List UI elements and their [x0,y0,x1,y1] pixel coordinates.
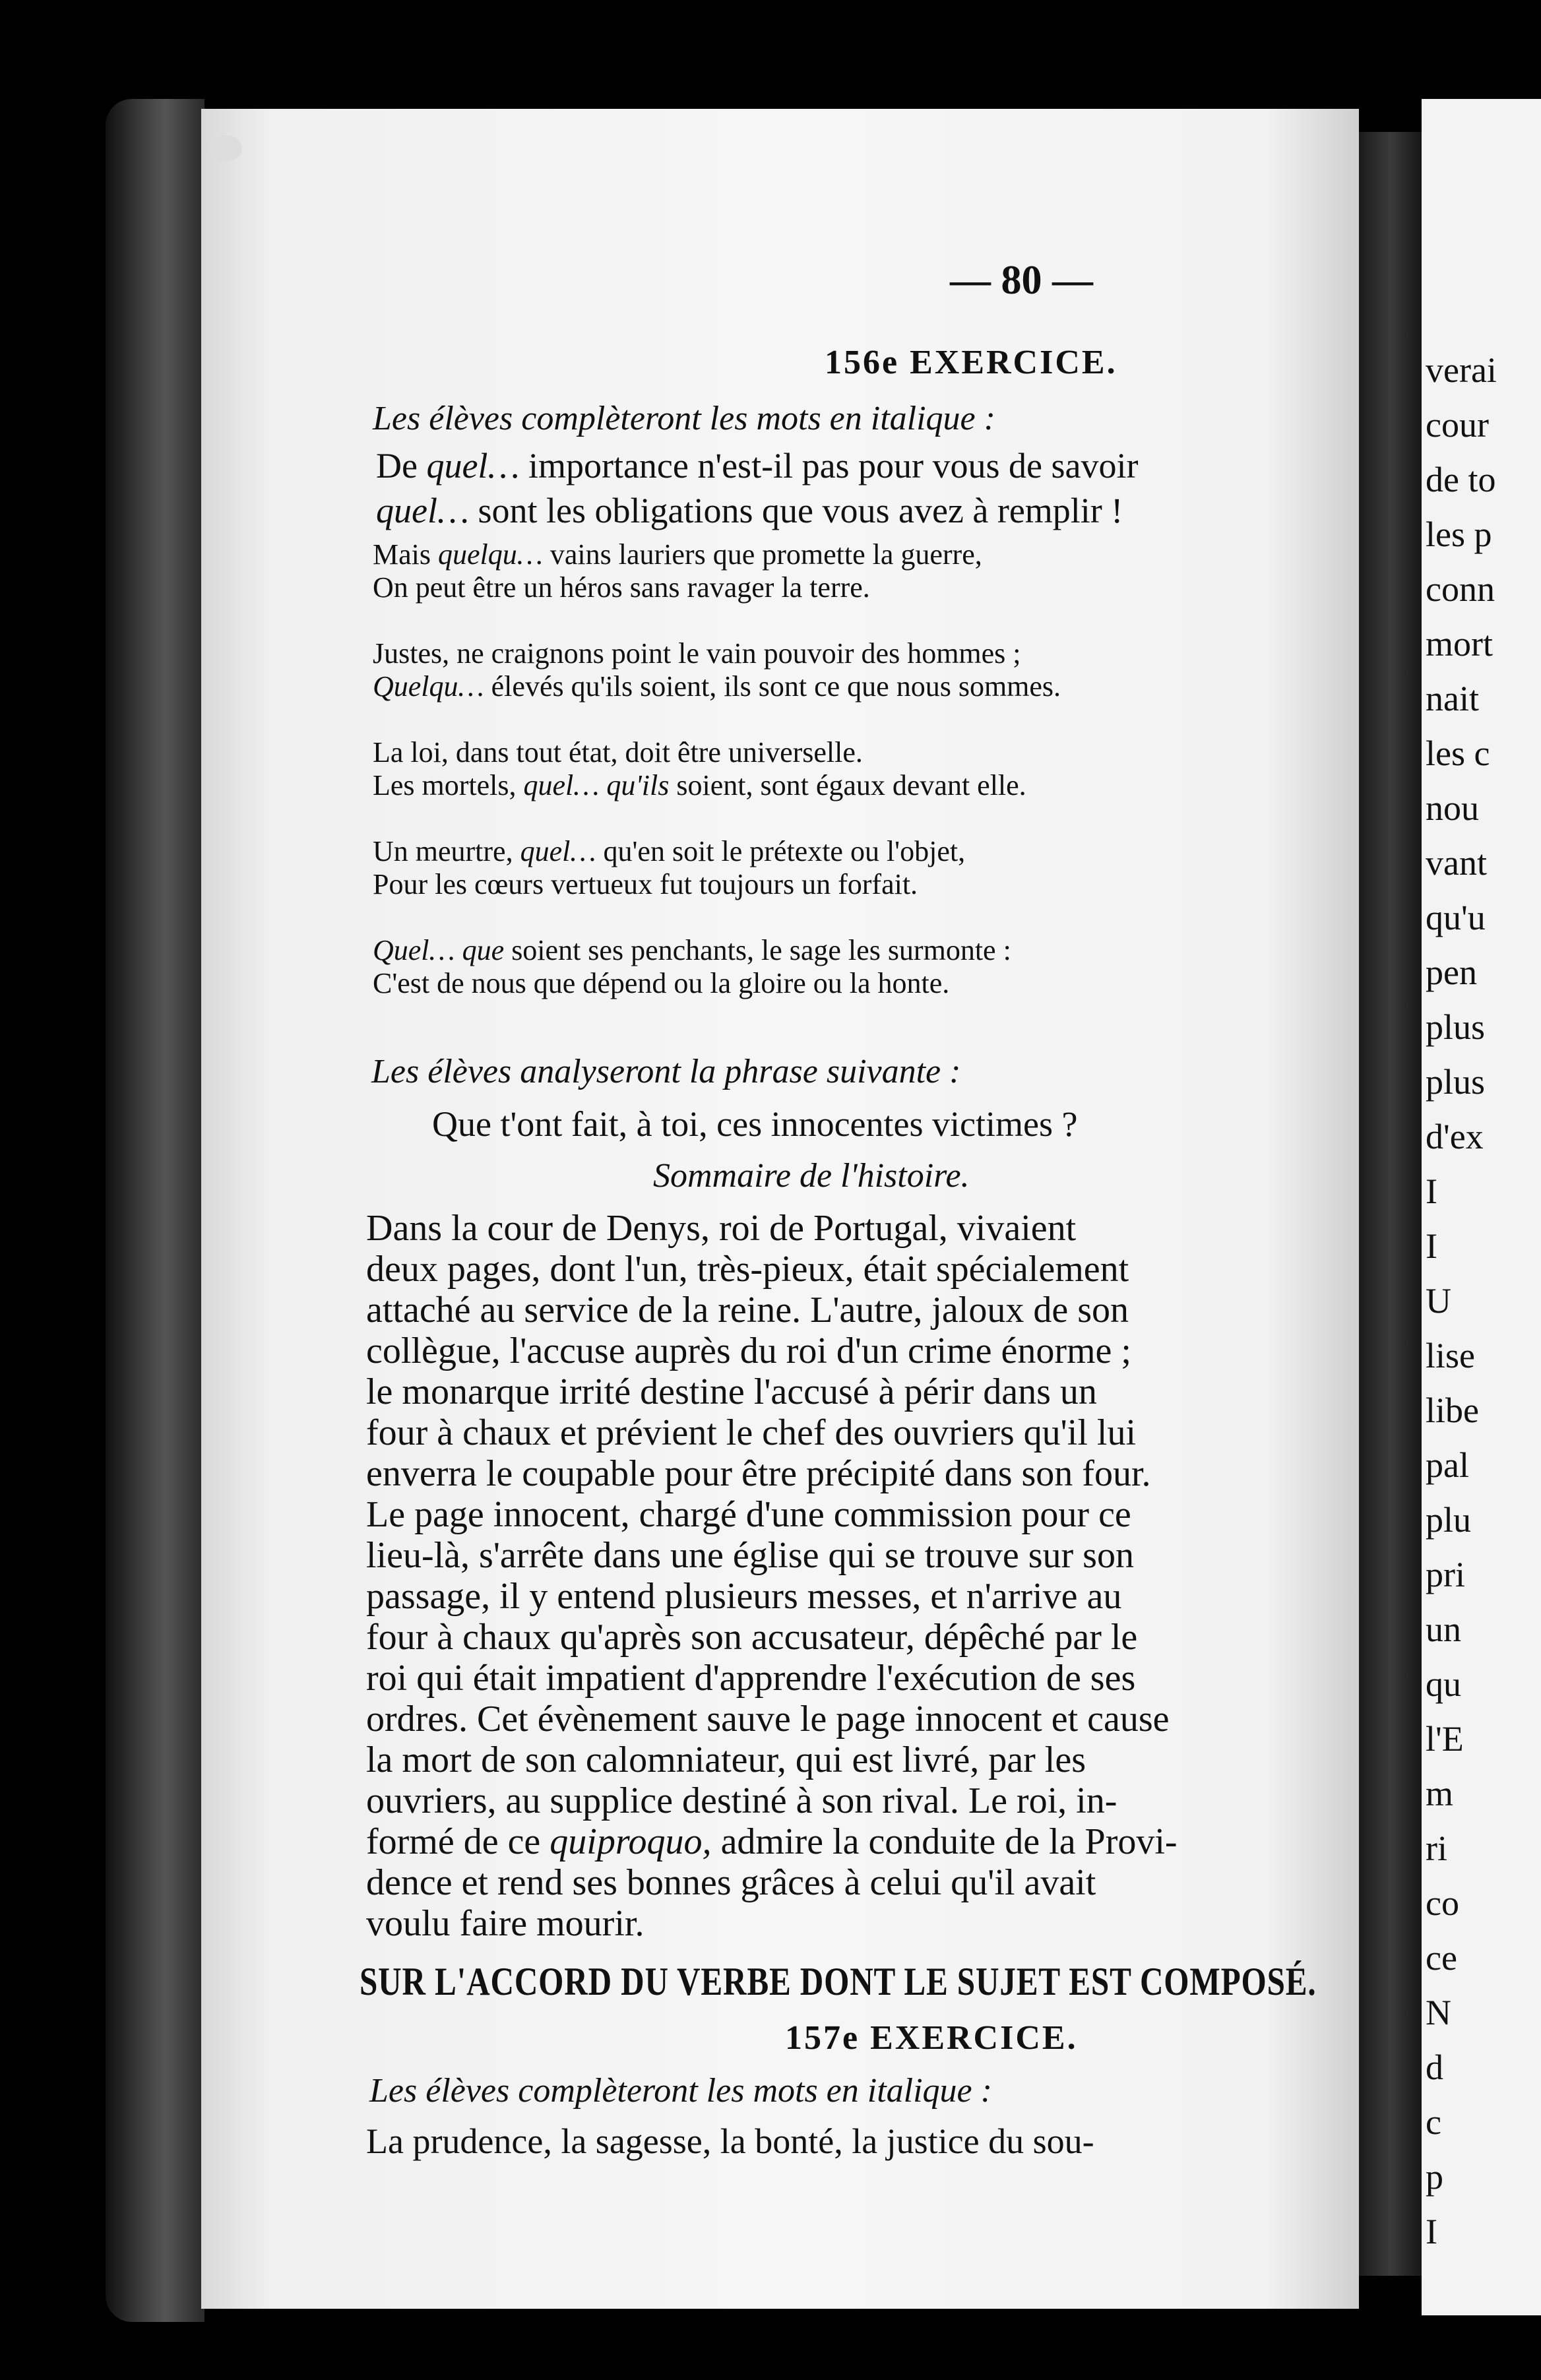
verse-line [373,571,870,604]
sentence-line-text-end: importance n'est-il pas pour vous de savoir [519,446,1139,485]
sentence-line-italic: quel… [426,446,520,485]
sentence-line-text: De [376,446,427,485]
summary-line [366,1289,1129,1331]
verse-text: On peut être un héros sans ravager la terre. [373,571,870,604]
facing-page-fragment: d'ex [1426,1117,1484,1156]
verse-text: Mais [373,538,438,571]
facing-page-fragment: plus [1426,1062,1486,1102]
facing-page-fragment: pal [1426,1445,1469,1485]
verse-italic: quelqu… [438,538,543,571]
facing-page-fragment: plu [1426,1500,1472,1540]
verse-line [373,637,1021,670]
verse-line [373,768,1026,802]
facing-page-fragment: mort [1426,624,1493,664]
verse-line [373,736,863,769]
summary-line-text: four à chaux et prévient le chef des ouvriers qu'il lui [366,1412,1137,1453]
summary-line [366,1862,1096,1904]
summary-line-text: enverra le coupable pour être précipité dans son four. [366,1453,1151,1494]
verse-text: La loi, dans tout état, doit être universelle. [373,736,863,768]
summary-line-text: Le page innocent, chargé d'une commission pour ce [366,1494,1131,1535]
exercise-156-instruction: Les élèves complèteront les mots en italique : [373,400,995,437]
sentence-line [376,490,1123,531]
book-spine-edge [106,99,204,2322]
verse-italic: quel… qu'ils [523,769,670,801]
facing-page-fragment: d [1426,2048,1443,2087]
summary-line-italic: quiproquo, [550,1821,712,1862]
facing-page-fragment: I [1426,1172,1437,1211]
analysis-phrase: Que t'ont fait, à toi, ces innocentes victimes ? [432,1104,1078,1144]
summary-line [366,1493,1131,1536]
page-stain [209,135,242,162]
verse-line [373,834,965,868]
verse-text: Un meurtre, [373,835,520,867]
analysis-instruction: Les élèves analyseront la phrase suivante : [371,1053,961,1090]
facing-page-fragment: U [1426,1281,1451,1321]
verse-text: C'est de nous que dépend ou la gloire ou la honte. [373,967,950,999]
facing-page-fragment: pen [1426,953,1477,992]
verse-text-end: qu'en soit le prétexte ou l'objet, [596,835,966,867]
summary-line [366,1616,1137,1658]
summary-line-text: attaché au service de la reine. L'autre, jaloux de son [366,1290,1129,1331]
verse-text-end: soient, sont égaux devant elle. [669,769,1026,801]
facing-page-fragment: l'E [1426,1719,1464,1759]
summary-title: Sommaire de l'histoire. [653,1157,970,1195]
facing-page-fragment: ce [1426,1938,1457,1978]
summary-line-text: lieu-là, s'arrête dans une église qui se trouve sur son [366,1535,1134,1576]
summary-line [366,1821,1178,1863]
exercise-157-instruction: Les élèves complèteront les mots en italique : [369,2072,992,2110]
verse-italic: Quelqu… [373,670,484,703]
summary-line-text: four à chaux qu'après son accusateur, dépêché par le [366,1617,1138,1658]
summary-line [366,1248,1129,1290]
facing-page-fragment: p [1426,2157,1443,2197]
facing-page-fragment: I [1426,2212,1437,2251]
facing-page-fragment: c [1426,2102,1441,2142]
summary-line-text: dence et rend ses bonnes grâces à celui qu'il avait [366,1862,1096,1903]
facing-page-fragment: cour [1426,405,1489,445]
verse-text-end: soient ses penchants, le sage les surmonte : [504,934,1011,966]
summary-line-text: Dans la cour de Denys, roi de Portugal, vivaient [366,1208,1077,1249]
facing-page-fragment: nou [1426,788,1479,828]
facing-page-fragment: m [1426,1774,1454,1813]
summary-line-text: la mort de son calomniateur, qui est livré, par les [366,1739,1086,1780]
facing-page-fragment: ri [1426,1829,1447,1868]
sentence-line-text-end: sont les obligations que vous avez à remplir ! [469,491,1123,530]
verse-italic: quel… [520,835,596,867]
verse-text: Justes, ne craignons point le vain pouvoir des hommes ; [373,637,1021,670]
verse-text-end: élevés qu'ils soient, ils sont ce que nous sommes. [484,670,1061,703]
verse-italic: Quel… que [373,934,505,966]
summary-line-text: collègue, l'accuse auprès du roi d'un crime énorme ; [366,1331,1131,1371]
verse-line [373,966,949,1000]
verse-line [373,538,982,571]
facing-page-fragment: un [1426,1610,1461,1649]
summary-line-text: formé de ce [366,1821,550,1862]
facing-page-fragment: I [1426,1226,1437,1266]
facing-page-fragment: plus [1426,1007,1486,1047]
page-number: — 80 — [950,258,1093,303]
facing-page-fragment: pri [1426,1555,1465,1594]
exercise-157-first-line: La prudence, la sagesse, la bonté, la justice du sou- [366,2121,1094,2161]
facing-page-fragment: les p [1426,515,1492,554]
sentence-line [376,445,1138,486]
summary-line-text: deux pages, dont l'un, très-pieux, était spécialement [366,1249,1129,1290]
facing-page [1422,99,1541,2315]
facing-page-fragment: vant [1426,843,1487,883]
book-gutter [1359,132,1422,2276]
facing-page-fragment: lise [1426,1336,1475,1375]
summary-line-text: roi qui était impatient d'apprendre l'exécution de ses [366,1658,1136,1699]
facing-page-fragment: nait [1426,679,1479,718]
summary-line [366,1412,1136,1454]
facing-page-fragment: N [1426,1993,1451,2032]
facing-page-fragment: libe [1426,1391,1479,1430]
summary-line-text: passage, il y entend plusieurs messes, et n'arrive au [366,1576,1122,1617]
verse-line [373,933,1011,967]
section-heading: SUR L'ACCORD DU VERBE DONT LE SUJET EST COMPOSÉ. [360,1960,1317,2003]
verse-text: Les mortels, [373,769,524,801]
summary-line [366,1453,1151,1495]
summary-line [366,1739,1086,1781]
verse-line [373,670,1061,703]
verse-line [373,867,918,901]
facing-page-fragment: les c [1426,734,1490,773]
exercise-156-title: 156e EXERCICE. [825,344,1117,381]
summary-line-text: voulu faire mourir. [366,1903,645,1944]
facing-page-fragment: conn [1426,569,1495,609]
summary-line-text: le monarque irrité destine l'accusé à périr dans un [366,1371,1097,1412]
facing-page-fragment: co [1426,1883,1459,1923]
summary-line [366,1534,1134,1577]
verse-text-end: vains lauriers que promette la guerre, [542,538,982,571]
sentence-line-italic: quel… [376,491,469,530]
summary-line [366,1657,1135,1699]
facing-page-fragment: verai [1426,350,1497,390]
facing-page-fragment: qu'u [1426,898,1486,937]
facing-page-fragment: de to [1426,460,1496,499]
summary-line [366,1698,1169,1740]
summary-line-text: ouvriers, au supplice destiné à son rival. Le roi, in- [366,1780,1117,1821]
summary-line-text: ordres. Cet évènement sauve le page innocent et cause [366,1699,1170,1739]
summary-line [366,1575,1121,1617]
summary-line [366,1371,1097,1413]
facing-page-fragment: qu [1426,1664,1461,1704]
summary-line [366,1902,644,1945]
summary-line [366,1330,1131,1372]
summary-line [366,1780,1117,1822]
summary-line-text-end: admire la conduite de la Provi- [711,1821,1178,1862]
book-page [201,109,1359,2309]
exercise-157-title: 157e EXERCICE. [785,2019,1078,2057]
verse-text: Pour les cœurs vertueux fut toujours un forfait. [373,868,918,900]
summary-line [366,1207,1076,1249]
